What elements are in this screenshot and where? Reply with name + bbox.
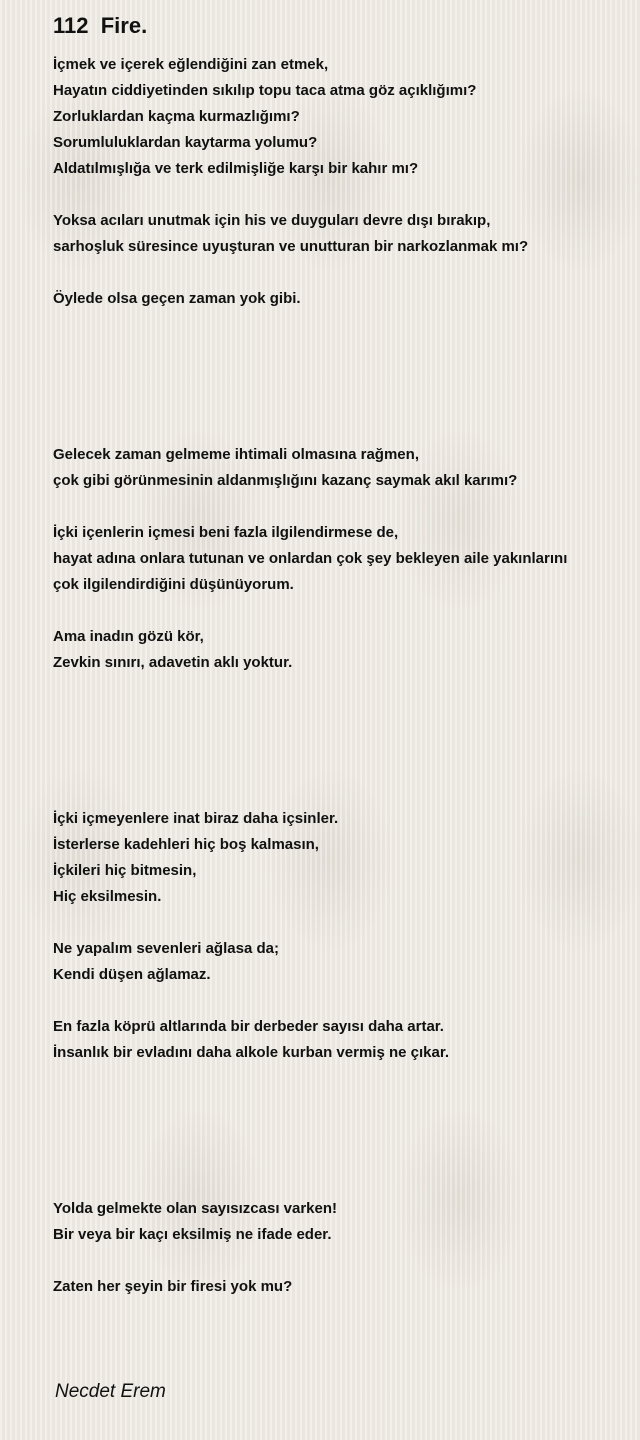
poem-line: Zaten her şeyin bir firesi yok mu?: [53, 1278, 293, 1295]
stanza: [53, 806, 633, 910]
poem-line: Aldatılmışlığa ve terk edilmişliğe karşı bir kahır mı?: [53, 160, 419, 177]
poem-line: Zorluklardan kaçma kurmazlığımı?: [53, 108, 300, 125]
poem-line: Sorumluluklardan kaytarma yolumu?: [53, 134, 318, 151]
poem-line: İçki içmeyenlere inat biraz daha içsinler.: [53, 810, 339, 827]
poem-line: Zevkin sınırı, adavetin aklı yoktur.: [53, 654, 293, 671]
poem-line: Yoksa acıları unutmak için his ve duyguları devre dışı bırakıp,: [53, 212, 491, 229]
section-spacer: [53, 1092, 633, 1196]
stanza: [53, 442, 633, 494]
poem-line: Kendi düşen ağlamaz.: [53, 966, 211, 983]
section-spacer: [53, 702, 633, 806]
poem-line: İçki içenlerin içmesi beni fazla ilgilendirmese de,: [53, 524, 399, 541]
author-name: Necdet Erem: [55, 1381, 166, 1402]
poem-line: Hiç eksilmesin.: [53, 888, 162, 905]
stanza: [53, 1014, 633, 1066]
poem-line: Ama inadın gözü kör,: [53, 628, 204, 645]
poem-line: Ne yapalım sevenleri ağlasa da;: [53, 940, 279, 957]
stanza: [53, 52, 633, 182]
poem-line: İçkileri hiç bitmesin,: [53, 862, 197, 879]
poem-line: Hayatın ciddiyetinden sıkılıp topu taca atma göz açıklığımı?: [53, 82, 477, 99]
poem-line: Gelecek zaman gelmeme ihtimali olmasına rağmen,: [53, 446, 419, 463]
stanza: [53, 286, 633, 312]
poem-body: [53, 52, 633, 1326]
stanza: [53, 208, 633, 260]
poem-line: sarhoşluk süresince uyuşturan ve unutturan bir narkozlanmak mı?: [53, 238, 529, 255]
poem-line: İnsanlık bir evladını daha alkole kurban vermiş ne çıkar.: [53, 1044, 450, 1061]
poem-line: çok ilgilendirdiğini düşünüyorum.: [53, 576, 294, 593]
stanza: [53, 1274, 633, 1300]
stanza: [53, 936, 633, 988]
poem-title: 112 Fire.: [53, 13, 148, 38]
poem-line: hayat adına onlara tutunan ve onlardan çok şey bekleyen aile yakınlarını: [53, 550, 568, 567]
poem-line: Yolda gelmekte olan sayısızcası varken!: [53, 1200, 338, 1217]
poem-line: İsterlerse kadehleri hiç boş kalmasın,: [53, 836, 319, 853]
stanza: [53, 520, 633, 598]
poem-line: çok gibi görünmesinin aldanmışlığını kazanç saymak akıl karımı?: [53, 472, 518, 489]
poem-line: En fazla köprü altlarında bir derbeder sayısı daha artar.: [53, 1018, 444, 1035]
section-spacer: [53, 338, 633, 442]
poem-line: Öylede olsa geçen zaman yok gibi.: [53, 290, 301, 307]
stanza: [53, 1196, 633, 1248]
poem-line: Bir veya bir kaçı eksilmiş ne ifade eder.: [53, 1226, 332, 1243]
poem-line: İçmek ve içerek eğlendiğini zan etmek,: [53, 56, 329, 73]
stanza: [53, 624, 633, 676]
